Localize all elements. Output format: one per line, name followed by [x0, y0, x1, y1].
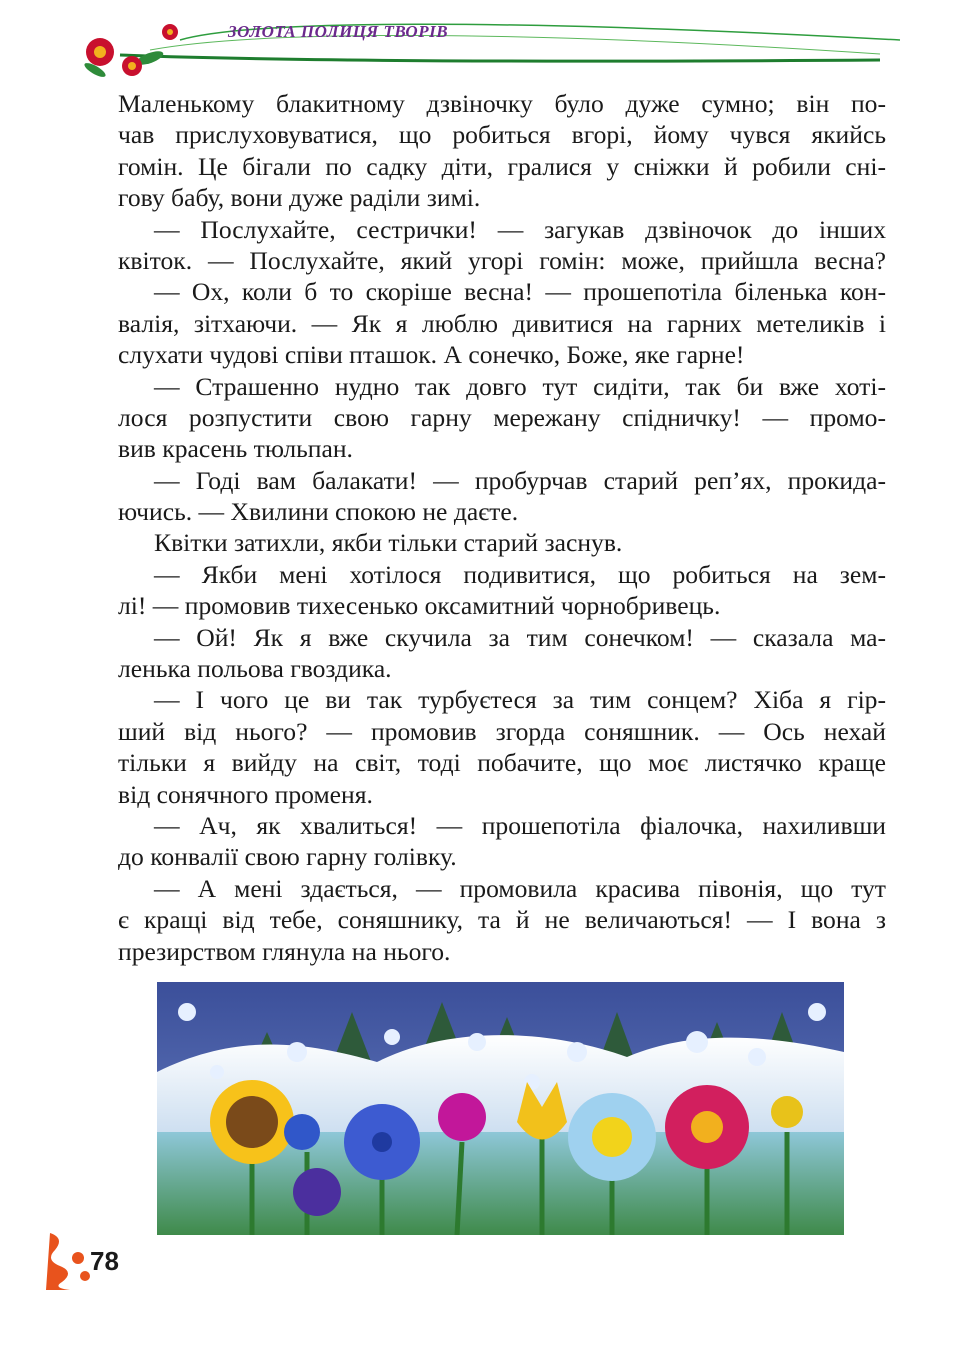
text-line: — Годі вам балакати! — пробурчав старий реп’ях, прокида-	[154, 465, 886, 495]
yellow-bud-icon	[771, 1096, 803, 1128]
text-line: гомін. Це бігали по садку діти, гралися у сніжки й робили сні-	[118, 151, 886, 181]
text-line: тільки я вийду на світ, тоді побачите, що моє листячко краще	[118, 748, 886, 778]
text-line: — Страшенно нудно так довго тут сидіти, так би вже хоті-	[154, 371, 886, 401]
text-line: лі! — промовив тихесенько оксамитний чорнобривець.	[118, 591, 721, 621]
peony-icon	[665, 1085, 749, 1169]
text-line: ленька польова гвоздика.	[118, 654, 392, 684]
text-line: квіток. — Послухайте, який угорі гомін: може, прийшла весна?	[118, 245, 886, 275]
winter-flowers-illustration	[157, 982, 844, 1235]
text-line: ший від нього? — промовив згорда соняшник. — Ось нехай	[118, 716, 886, 746]
text-line: презирством глянула на нього.	[118, 936, 451, 966]
daisy-icon	[568, 1093, 656, 1181]
text-line: Маленькому блакитному дзвіночку було дуже сумно; він по-	[118, 89, 886, 118]
text-line: чав прислуховуватися, що робиться вгорі, йому чувся якийсь	[118, 120, 886, 150]
text-line: ючись. — Хвилини спокою не даєте.	[118, 497, 519, 527]
red-bud-icon	[162, 24, 178, 40]
text-line: від сонячного променя.	[118, 779, 373, 809]
text-line: валія, зітхаючи. — Як я люблю дивитися на гарних метеликів і	[118, 308, 886, 338]
text-line: вив красень тюльпан.	[118, 434, 353, 464]
page-header	[0, 0, 963, 90]
text-line: — Ач, як хвалиться! — прошепотіла фіалочка, нахиливши	[154, 810, 886, 840]
red-flower-icon	[86, 38, 114, 66]
header-decoration	[0, 0, 963, 90]
sunflower-icon	[210, 1080, 294, 1164]
text-line: — Ой! Як я вже скучила за тим сонечком! — сказала ма-	[154, 622, 886, 652]
violet-icon	[293, 1168, 341, 1216]
page-number: 78	[90, 1246, 119, 1276]
text-line: є кращі від тебе, соняшнику, та й не величаються! — І вона з	[118, 905, 886, 935]
text-line: — Якби мені хотілося подивитися, що робиться на зем-	[154, 559, 886, 589]
blue-flower-icon	[344, 1104, 420, 1180]
story-text	[118, 88, 886, 967]
text-line: гову бабу, вони дуже раділи зимі.	[118, 183, 481, 213]
text-line: слухати чудові співи пташок. А сонечко, Боже, яке гарне!	[118, 340, 745, 370]
text-line: лося розпустити свою гарну мережану спідничку! — промо-	[118, 402, 886, 432]
section-title: ЗОЛОТА ПОЛИЦЯ ТВОРІВ	[228, 22, 449, 41]
text-line: до конвалії свою гарну голівку.	[118, 842, 457, 872]
text-line: Квітки затихли, якби тільки старий заснув.	[154, 528, 623, 558]
pink-flower-icon	[438, 1093, 486, 1141]
red-flower-icon	[122, 56, 142, 76]
bellflower-icon	[284, 1114, 320, 1150]
text-line: — А мені здається, — промовила красива півонія, що тут	[154, 873, 886, 903]
text-line: — І чого це ви так турбуєтеся за тим сонцем? Хіба я гір-	[154, 685, 886, 715]
text-line: — Ох, коли б то скоріше весна! — прошепотіла біленька кон-	[154, 277, 886, 307]
text-line: — Послухайте, сестрички! — загукав дзвіночок до інших	[154, 214, 886, 244]
